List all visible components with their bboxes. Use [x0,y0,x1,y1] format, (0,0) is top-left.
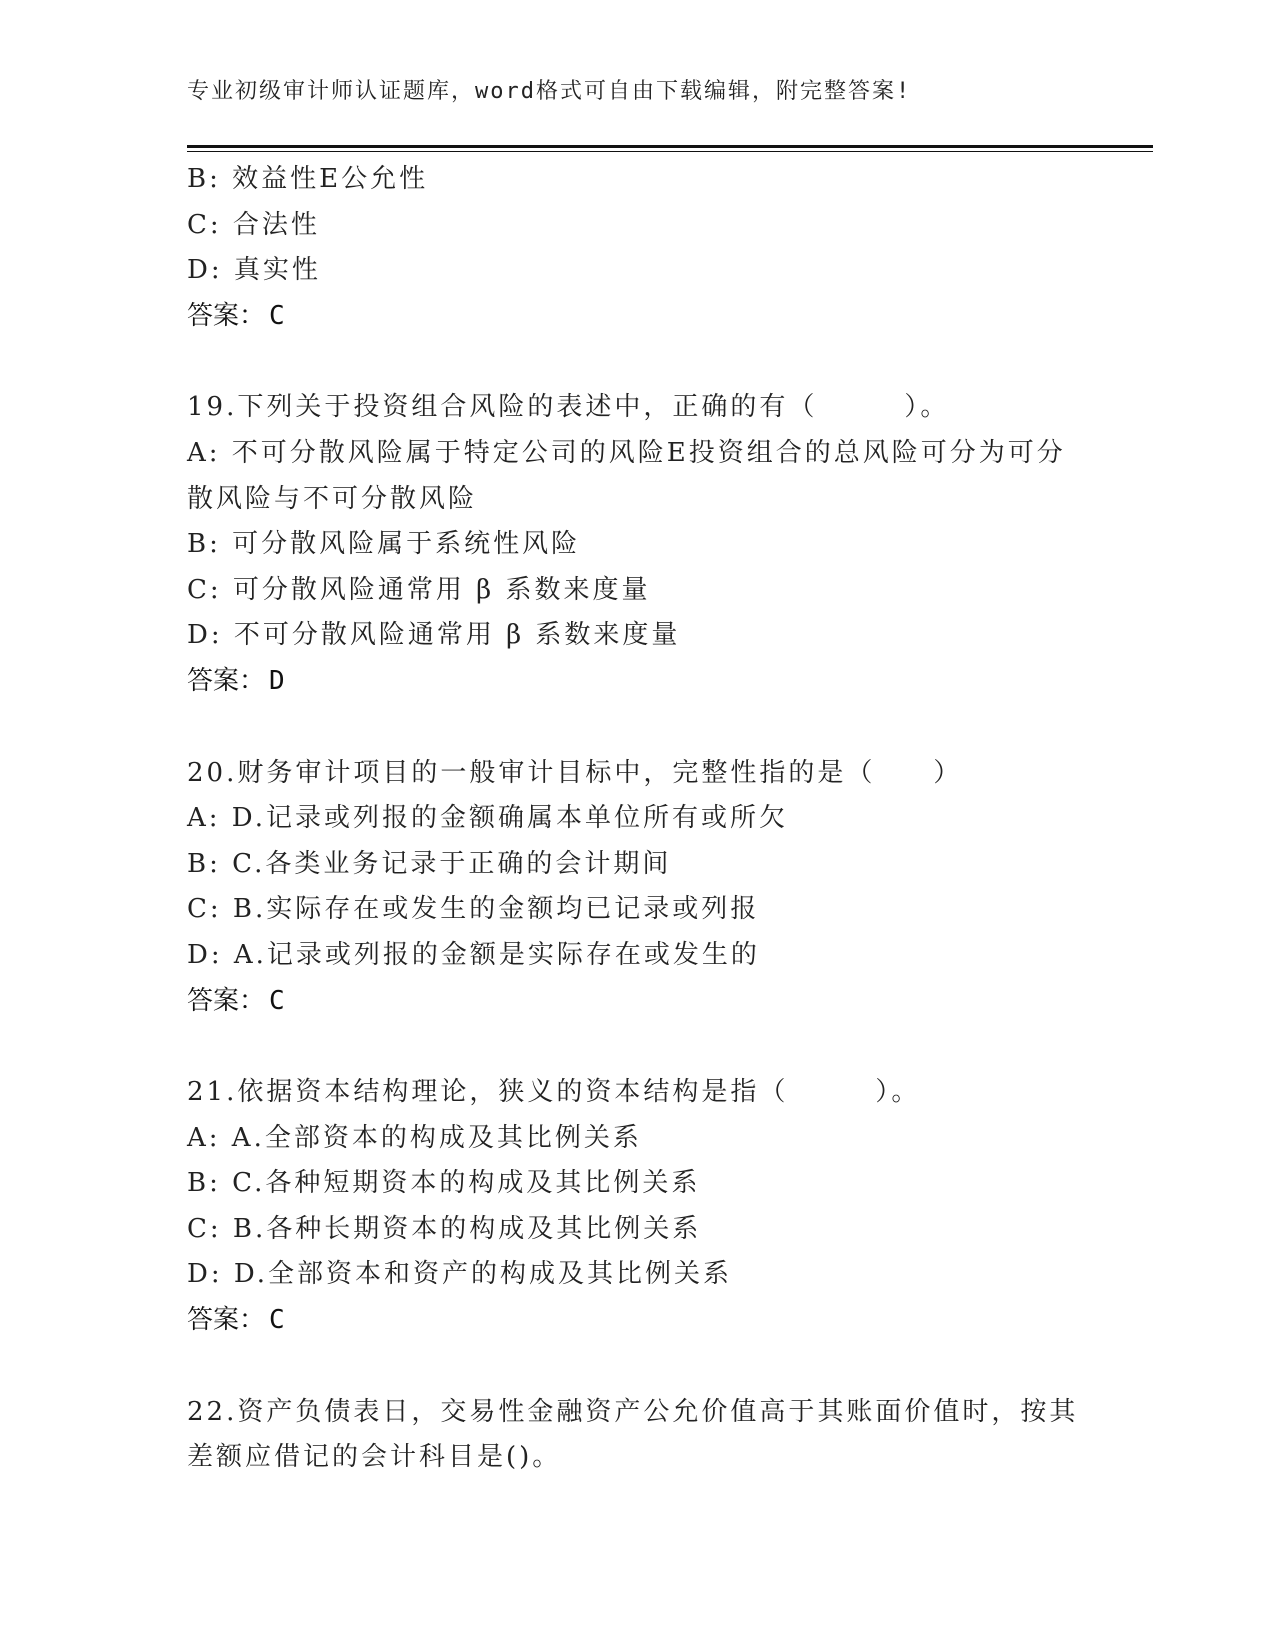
document-body [187,157,1087,1481]
answer-value: C [269,985,285,1016]
answer-line [187,1298,1087,1344]
question-19 [187,385,1087,704]
option-b: B: C.各种短期资本的构成及其比例关系 [187,1168,701,1199]
answer-value: C [269,1305,285,1336]
option-b: B: C.各类业务记录于正确的会计期间 [187,848,672,879]
option-d: D: 不可分散风险通常用 β 系数来度量 [187,620,681,651]
question-stem: 21.依据资本结构理论，狭义的资本结构是指（ ）。 [187,1077,921,1108]
header-rule-thin [187,151,1153,152]
option-a: A: A.全部资本的构成及其比例关系 [187,1122,642,1153]
option-c: C: B.各种长期资本的构成及其比例关系 [187,1213,702,1244]
option-d: D: A.记录或列报的金额是实际存在或发生的 [187,939,760,970]
header-rule-thick [187,145,1153,148]
answer-value: C [269,300,285,331]
option-a: A: D.记录或列报的金额确属本单位所有或所欠 [187,803,788,834]
option-b: B: 效益性E公允性 [187,164,429,194]
answer-line [187,294,1087,340]
question-22 [187,1390,1087,1481]
answer-label: 答案： [187,985,266,1016]
page-header: 专业初级审计师认证题库，word格式可自由下载编辑，附完整答案! [187,79,912,104]
question-stem: 20.财务审计项目的一般审计目标中，完整性指的是（ ） [187,757,963,788]
question-18 [187,157,1087,339]
question-21 [187,1070,1087,1344]
answer-line [187,659,1087,705]
option-a-continued: 散风险与不可分散风险 [187,483,478,514]
question-stem-continued: 差额应借记的会计科目是()。 [187,1442,562,1473]
option-c: C: 可分散风险通常用 β 系数来度量 [187,574,651,605]
option-a: A: 不可分散风险属于特定公司的风险E投资组合的总风险可分为可分 [187,437,1066,468]
option-d: D: D.全部资本和资产的构成及其比例关系 [187,1259,733,1290]
question-stem: 19.下列关于投资组合风险的表述中，正确的有（ ）。 [187,392,950,423]
option-c: C: B.实际存在或发生的金额均已记录或列报 [187,894,760,925]
option-b: B: 可分散风险属于系统性风险 [187,529,581,560]
question-stem: 22.资产负债表日，交易性金融资产公允价值高于其账面价值时，按其 [187,1396,1079,1427]
answer-label: 答案： [187,665,266,696]
answer-label: 答案： [187,300,266,331]
question-20 [187,751,1087,1025]
answer-label: 答案： [187,1305,266,1336]
option-d: D: 真实性 [187,255,321,286]
option-c: C: 合法性 [187,209,320,240]
answer-line [187,979,1087,1025]
answer-value: D [269,665,285,696]
